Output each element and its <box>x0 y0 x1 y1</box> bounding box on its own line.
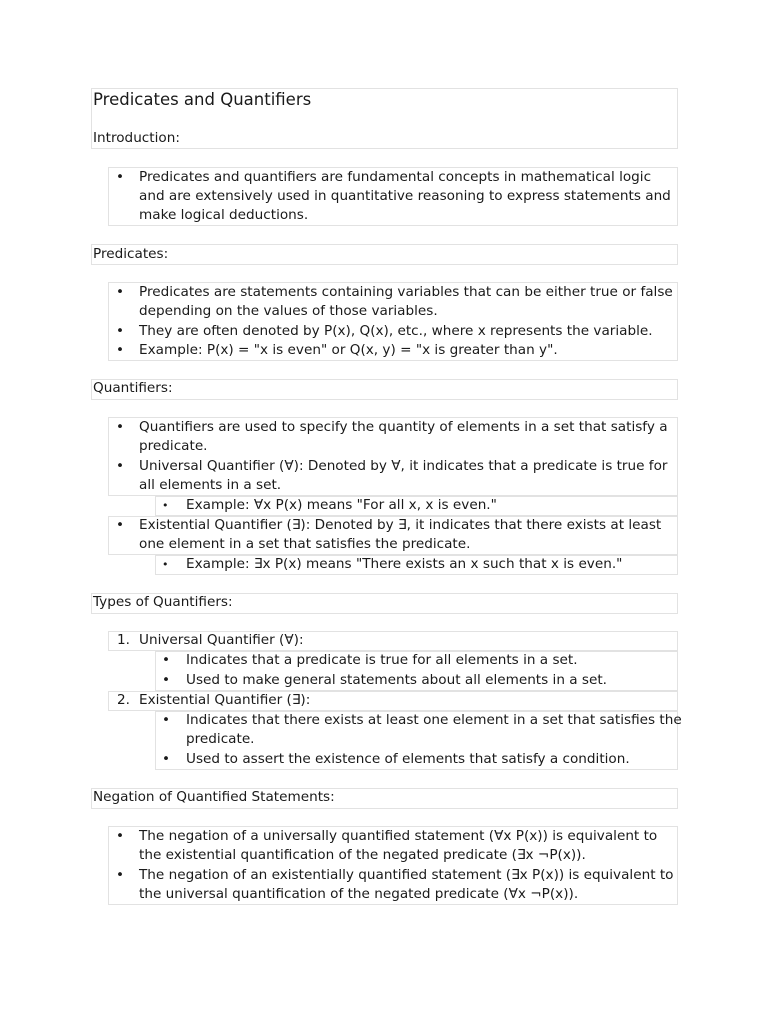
bullet-icon: • <box>162 558 169 571</box>
bullet-icon: • <box>116 458 125 474</box>
types-item-1-sub-2: Used to make general statements about all elements in a set. <box>186 672 608 688</box>
bullet-icon: • <box>116 419 125 435</box>
negation-item-1-line-2: the existential quantification of the negated predicate (∃x ¬P(x)). <box>139 847 586 863</box>
predicates-item-3: Example: P(x) = "x is even" or Q(x, y) = "x is greater than y". <box>139 342 558 358</box>
types-item-1-number: 1. <box>117 632 130 648</box>
bullet-icon: • <box>162 712 171 728</box>
predicates-item-2: They are often denoted by P(x), Q(x), etc., where x represents the variable. <box>139 323 653 339</box>
negation-heading: Negation of Quantified Statements: <box>93 789 335 805</box>
intro-item-1-line-1: Predicates and quantifiers are fundamental concepts in mathematical logic <box>139 169 652 185</box>
quantifiers-item-1-line-2: predicate. <box>139 438 208 454</box>
quantifiers-sub-item-1: Example: ∀x P(x) means "For all x, x is even." <box>186 497 497 513</box>
types-item-1-sub-1: Indicates that a predicate is true for all elements in a set. <box>186 652 578 668</box>
types-item-2-number: 2. <box>117 692 130 708</box>
negation-item-2-line-1: The negation of an existentially quantified statement (∃x P(x)) is equivalent to <box>139 867 674 883</box>
types-item-2: Existential Quantifier (∃): <box>139 692 311 708</box>
quantifiers-heading: Quantifiers: <box>93 380 173 396</box>
page-title: Predicates and Quantifiers <box>93 90 312 109</box>
bullet-icon: • <box>116 828 125 844</box>
types-item-1: Universal Quantifier (∀): <box>139 632 304 648</box>
negation-item-2-line-2: the universal quantification of the negated predicate (∀x ¬P(x)). <box>139 886 579 902</box>
bullet-icon: • <box>162 652 171 668</box>
bullet-icon: • <box>116 323 125 339</box>
types-item-2-sub-1-line-2: predicate. <box>186 731 255 747</box>
bullet-icon: • <box>116 169 125 185</box>
intro-item-1-line-2: and are extensively used in quantitative reasoning to express statements and <box>139 188 671 204</box>
quantifiers-item-2-line-2: all elements in a set. <box>139 477 282 493</box>
quantifiers-item-1-line-1: Quantifiers are used to specify the quantity of elements in a set that satisfy a <box>139 419 668 435</box>
bullet-icon: • <box>162 751 171 767</box>
bullet-icon: • <box>116 867 125 883</box>
predicates-heading-box <box>91 244 678 265</box>
quantifiers-heading-box <box>91 379 678 400</box>
types-item-2-sub-2: Used to assert the existence of elements that satisfy a condition. <box>186 751 630 767</box>
types-heading: Types of Quantifiers: <box>93 594 233 610</box>
quantifiers-item-3-line-2: one element in a set that satisfies the predicate. <box>139 536 471 552</box>
quantifiers-sub-item-2: Example: ∃x P(x) means "There exists an x such that x is even." <box>186 556 623 572</box>
bullet-icon: • <box>162 672 171 688</box>
quantifiers-item-2-line-1: Universal Quantifier (∀): Denoted by ∀, it indicates that a predicate is true for <box>139 458 668 474</box>
predicates-heading: Predicates: <box>93 246 169 262</box>
intro-item-1-line-3: make logical deductions. <box>139 207 309 223</box>
negation-item-1-line-1: The negation of a universally quantified statement (∀x P(x)) is equivalent to <box>139 828 658 844</box>
bullet-icon: • <box>116 517 125 533</box>
bullet-icon: • <box>116 342 125 358</box>
bullet-icon: • <box>162 499 169 512</box>
types-item-2-sub-1-line-1: Indicates that there exists at least one element in a set that satisfies the <box>186 712 682 728</box>
predicates-item-1-line-1: Predicates are statements containing variables that can be either true or false <box>139 284 673 300</box>
bullet-icon: • <box>116 284 125 300</box>
predicates-item-1-line-2: depending on the values of those variables. <box>139 303 438 319</box>
intro-heading: Introduction: <box>93 130 180 146</box>
quantifiers-item-3-line-1: Existential Quantifier (∃): Denoted by ∃, it indicates that there exists at least <box>139 517 662 533</box>
